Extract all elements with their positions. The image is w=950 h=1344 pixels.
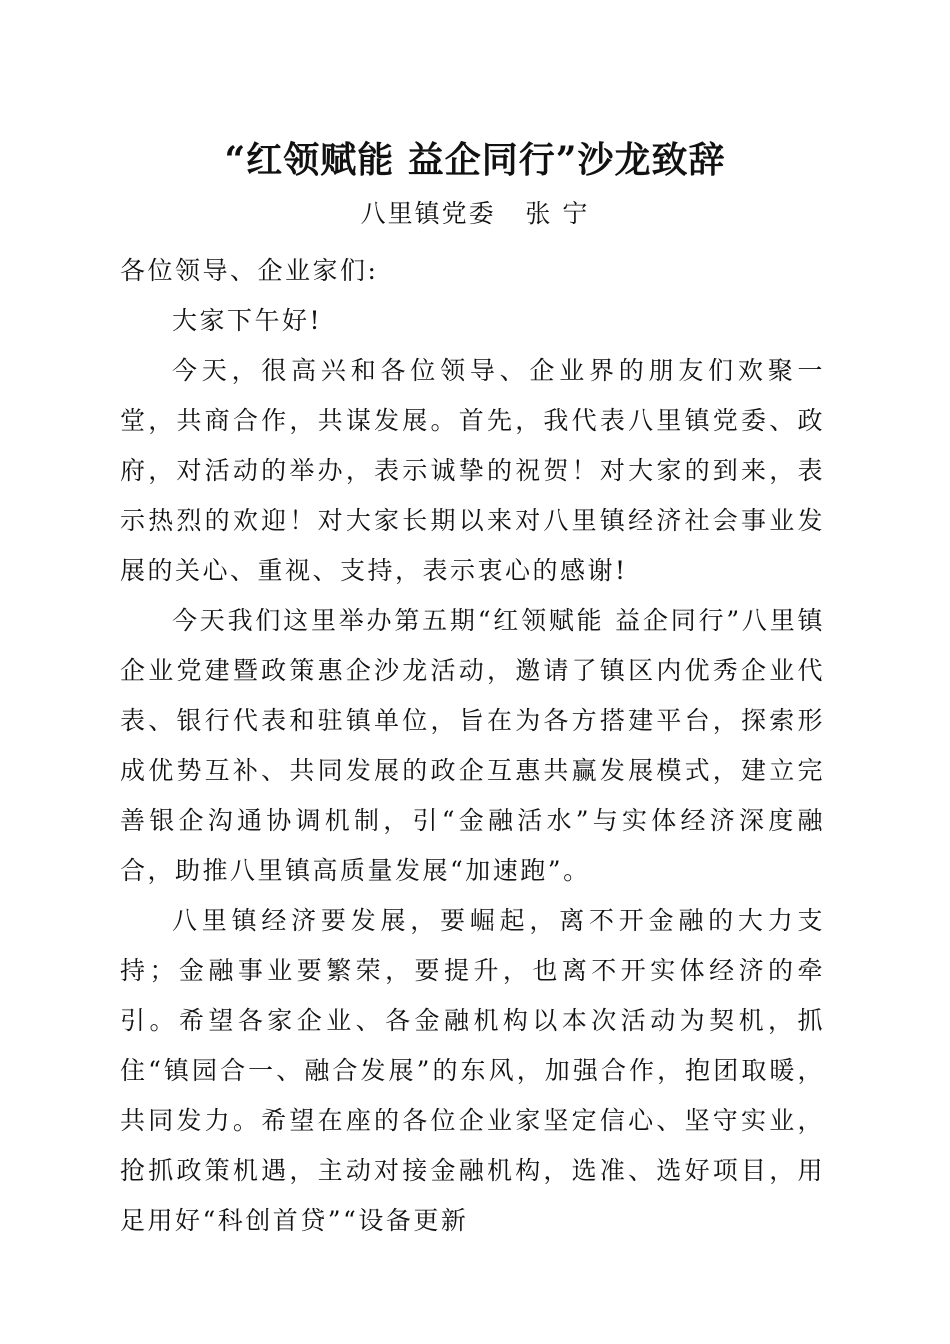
author-line: 八里镇党委 张 宁 — [360, 199, 590, 228]
paragraph-development: 八里镇经济要发展，要崛起，离不开金融的大力支持；金融事业要繁荣，要提升，也离不开实体经济的牵引。希望各家企业、各金融机构以本次活动为契机，抓住“镇园合一、融合发展”的东风，加强合作，抱团取暖，共同发力。希望在座的各位企业家坚定信心、坚守实业，抢抓政策机遇，主动对接金融机构，选准、选好项目，用足用好“科创首贷”“设备更新 — [120, 906, 825, 1235]
document-title: “红领赋能 益企同行”沙龙致辞 — [224, 139, 726, 181]
paragraph-event-purpose: 今天我们这里举办第五期“红领赋能 益企同行”八里镇企业党建暨政策惠企沙龙活动，邀请了镇区内优秀企业代表、银行代表和驻镇单位，旨在为各方搭建平台，探索形成优势互补、共同发展的政企互惠共赢发展模式，建立完善银企沟通协调机制，引“金融活水”与实体经济深度融合，助推八里镇高质量发展“加速跑”。 — [120, 606, 825, 885]
paragraph-greeting: 大家下午好! — [172, 306, 323, 335]
document-body — [120, 246, 825, 1246]
paragraph-welcome: 今天，很高兴和各位领导、企业界的朋友们欢聚一堂，共商合作，共谋发展。首先，我代表八里镇党委、政府，对活动的举办，表示诚挚的祝贺！对大家的到来，表示热烈的欢迎！对大家长期以来对八里镇经济社会事业发展的关心、重视、支持，表示衷心的感谢! — [120, 356, 825, 585]
salutation: 各位领导、企业家们: — [120, 256, 379, 285]
